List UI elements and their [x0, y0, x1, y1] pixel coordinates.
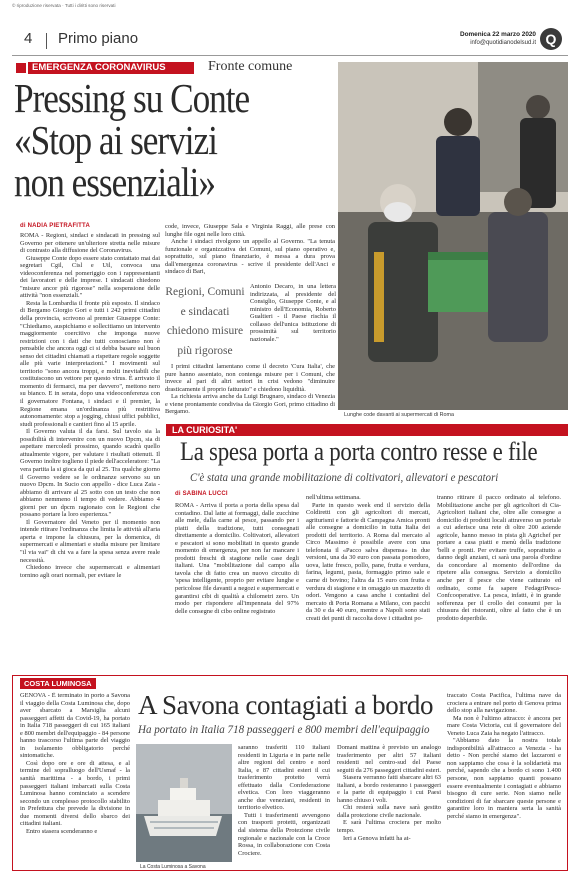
paragraph: E sarà l'ultima crociera per molto tempo. [337, 819, 441, 835]
a1-body-column-1 [20, 232, 160, 648]
a1-photo-caption: Lunghe code davanti ai supermercati di Roma [344, 412, 454, 418]
a3-photo [136, 744, 232, 862]
a2-byline: di SABINA LUCCI [175, 491, 228, 497]
a1-headline-line2: «Stop ai servizi [14, 117, 217, 163]
contact-email: info@quotidianodelsud.it [470, 40, 536, 46]
a1-kicker-sub: Fronte comune [208, 59, 293, 74]
paragraph: Così dopo ore e ore di attesa, e al termine del sopralluogo dell'Usmaf - la sanità marittima - a bordo, i primi passeggeri italiani imbarcati sulla Costa Luminosa hanno cominciato a scendere secondo un complesso protocollo stabilito in Prefettura che prevede la divisione in due momenti diversi dello sbarco dei cittadini italiani. [20, 759, 130, 828]
paragraph: Ieri a Genova infatti ha at- [343, 834, 411, 842]
paragraph: Chi resterà sulla nave sarà gestito dalla protezione civile nazionale. [337, 804, 441, 819]
paragraph: Resta la Lombardia il fronte più esposto. Il sindaco di Bergamo Giorgio Gori e tutti i 242 primi cittadini della provincia, scrivono al premier Giuseppe Conte: "Chiediamo, auspichiamo e sollecitiamo un intervento maggiormente coercitivo che imponga nuove restrizioni con i dati che tutti conosciamo non è pensabile che ancora oggi ci si debba basare sul buon senso dei cittadini chiamati a rispettare regole soggette alle più varie interpretazioni." I movimenti sul territorio "sono ancora troppi, e molti inevitabili che costituiscono un vettore per questo virus. È arrivato il momento di fermarci, ma per davvero", mettono nero su bianco. E in serata, dopo una videoconferenza con il governatore Fontana, i sindaci e il premier, la Regione emana un'ordinanza più restrittiva autonomamente: stop a jogging, chiusi uffici pubblici, studi professionali e cantieri fino al 15 aprile. [20, 299, 160, 428]
a1-body-column-2-top [165, 223, 335, 283]
paragraph: Chiedono invece che supermercati e alimentari tornino agli orari normali, per evitare le [20, 564, 160, 579]
newspaper-logo-icon [540, 28, 562, 50]
paragraph: Il Governatore del Veneto per il momento non intende ritirare l'ordinanza che limita le attività all'aria aperta e impone la chiusura, per la domenica, di supermercati e alimentari e studia misure per limitare "il via vai" di chi va a fare la spesa senza avere reale necessità. [20, 518, 160, 564]
paragraph: saranno trasferiti 110 italiani residenti in Liguria e in parte nelle altre regioni del centro e nord Italia, e 87 cittadini esteri il cui trasferimento protetto verrà effettuato dalla Confederazione elvetica. Con loro viaggeranno anche due veneziani, residenti in territorio elvetico. [238, 744, 330, 812]
a2-body-column-1 [175, 502, 299, 664]
issue-date: Domenica 22 marzo 2020 [459, 31, 536, 38]
a3-kicker: COSTA LUMINOSA [20, 678, 96, 689]
a1-kicker: EMERGENZA CORONAVIRUS [28, 62, 194, 74]
paragraph: Stasera verranno fatti sbarcare altri 63 italiani, a bordo resteranno i passeggeri e la parte di equipaggio i cui Paesi hanno chiuso i voli. [337, 774, 441, 804]
paragraph: ROMA - Arriva il porta a porta della spesa dal contadino. Dal latte ai formaggi, dalle zucchine alle mele, dalla carne al pesce, passando per i piatti della tradizione, tutti consegnati direttamente a domicilio. Coltivatori, allevatori e pescatori si sono mobilitati in questo grande momento di emergenza, per non far mancare i prodotti freschi di stagione nelle case degli italiani. Una "mobilitazione dal campo alla tavola che di fatto crea un nuovo circuito di 'spesa intelligente, proprio per evitare lunghe e pericolose file davanti a negozi e supermercati e garantirsi cibi di qualità a chilometri zero. Un modo per rispondere all'impennata del 97% delle consegne di cibo online registrato [175, 502, 299, 615]
paragraph: La richiesta arriva anche da Luigi Brugnaro, sindaco di Venezia e viene prontamente condivisa da Giorgio Gori, primo cittadino di Bergamo. [165, 393, 335, 416]
a1-body-column-2-tail [165, 363, 335, 418]
a1-byline: di NADIA PIETRAFITTA [20, 223, 90, 229]
a3-subtitle: Ha portato in Italia 718 passeggeri e 800 membri dell'equipaggio [138, 724, 430, 736]
paragraph: GENOVA - È terminato in porto a Savona il viaggio della Costa Luminosa che, dopo aver sbarcato a Marsiglia alcuni passeggeri affetti da Covid-19, ha portato in Italia 718 passeggeri di cui 165 italiani e 800 membri dell'equipaggio - 84 persone hanno trascorso l'ultima parte del viaggio in isolamento obbligatorio perché sintomatiche. [20, 692, 130, 760]
paragraph: ROMA - Regioni, sindaci e sindacati in pressing sul Governo per ottenere un'ulteriore stretta nelle misure di contrasto alla diffusione del Coronavirus. [20, 232, 160, 255]
paragraph: Giuseppe Conte dopo essere stato contattato mai dai segretari Cgil, Cisl e Uil, convoca una videoconferenza nel pomeriggio con i rappresentanti dei lavoratori e delle imprese. I sindacati chiedono "misure ancor più rigorose" nella sospensione delle attività "non essenziali." [20, 254, 160, 300]
page-number: 4 [24, 30, 33, 47]
section-title: Primo piano [58, 30, 139, 47]
a1-body-column-2-bottom [250, 283, 336, 363]
a2-body-column-3 [437, 494, 561, 664]
a1-pull-quote: Regioni, Comuni e sindacati chiedono misure più rigorose [165, 286, 245, 357]
paragraph: Il Governo valuta il da farsi. Sul tavolo sia la possibilità di intervenire con un nuovo Dpcm, sia di aspettare mercoledì prossimo, quando scadrà quello attualmente vigore, per valutare i risultati ottenuti. Il Governo inoltre toglieno il piede dell'acceleratore: "La vera partita la si gioca da qui al 25. Tra qualche giorno il Governo vedere se le ordinanze servono su un nuovo Dpcm. In Sucio con appello - dice Luca Zaia - abbiamo di arrivare al 25 sotto con un testo che non abbiamo nemmeno il tempo di vedere. Abbiamo 4 giorni per un dpcm ragionato con le Regioni che possano portare la loro esperienza." [20, 428, 160, 519]
paragraph: Antonio Decaro, in una lettera indirizzata, al presidente del Consiglio, Giuseppe Conte, e al ministro dell'Economia, Roberto Gualtieri - il Paese rischia il collasso dell'unica istituzione di prossimità sul territorio nazionale." [250, 283, 336, 343]
a3-photo-caption: La Costa Luminosa a Savona [140, 864, 206, 870]
a2-kicker: LA CURIOSITA' [166, 424, 568, 436]
paragraph: Ma non è l'ultimo attracco: è ancora per mare Costa Victoria, cui il governatore del Veneto Luca Zaia ha negato l'attracco. [447, 714, 561, 737]
header-divider [46, 33, 47, 49]
paragraph: Parte in questo week end il servizio della Coldiretti con gli agricoltori di mercati, agriturismi e fattorie di Campagna Amica pronti alle consegne a domicilio in tutta Italia dei prodotti del territorio. A Roma dal mercato al Circo Massimo è possibile avere con una telefonata il «Pacco salva dispensa» in due versioni, una da 30 euro con passata pomodoro, uova, latte fresco, pollo, pane, frutta e verdura, farina, legumi, pasta, formaggio primo sale e carne di bovino; l'altra da 15 euro con frutta e verdura di stagione e in omaggio un mazzetto di odori. Vengono a casa anche i contadini del mercato di Porta Romana a Milano, con pacchi da 30 e da 40 euro, mentre a Napoli sono stati creati dei punti di raccolta dove i cittadini po- [306, 501, 430, 622]
a1-kicker-square [16, 63, 26, 73]
paragraph: "Abbiamo dato la nostra totale indisponibilità all'attracco a Venezia - ha detto - Non perché siamo dei lazzaroni e non sappiamo che cosa è la solidarietà ma perché, sapendo che a bordo ci sono 1.400 persone, non sappiamo quanti possano essere eventualmente i contagiati e abbiamo bisogno di cure serie. Non siamo nelle condizioni di far sbarcare queste persone e garantire loro in maniera seria la sanità perché siamo in emergenza". [447, 737, 561, 820]
paragraph: tranno ritirare il pacco ordinato al telefono. Mobilitazione anche per gli agricoltori di Cia-Agricoltori italiani che, oltre alle consegne a domicilio di prodotti locali attraverso un portale a cui aderisce una rete di oltre 200 aziende agricole, hanno messo in pista gli Agrichef per portare a casa piatti e menù della tradizione 'belli e pronti. Per evitare truffe, soprattutto a danno degli anziani, ci sarà una parola d'ordine da concordare al momento dell'ordine da ripetere alla consegna. Servizio a domicilio anche per il pesce che viene catturato ed ordinato, come fa sapere FedagriPesca-Confcooperative. La pesca, infatti, è in grande sofferenza per il crollo dei consumi per la chiusura dei ristoranti, oltre al fatto che è un prodotto deperibile. [437, 494, 561, 622]
a3-body-column-2 [238, 744, 330, 868]
a3-body-column-1 [20, 692, 130, 868]
a3-body-column-4 [447, 692, 561, 868]
paragraph: Tutti i trasferimenti avvengono con trasporti protetti, organizzati dal sistema della Protezione civile regionale e nazionale con la Croce Rossa, in collaborazione con Costa Crociere. [238, 811, 330, 857]
paragraph: I primi cittadini lamentano come il decreto 'Cura Italia', che pure hanno assentato, non contenga misure per i Comuni, che invece al pari di altri settori in crisi vedono "diminuire drasticamente il proprio fatturato" e chiedono liquidità. [165, 363, 335, 393]
paragraph: Anche i sindaci rivolgono un appello al Governo. "La tenuta funzionale e organizzativa dei Comuni, sul piano operativo e, soprattutto, sul piano finanziario, è messa a dura prova dall'emergenza coronavirus - scrive il presidente dell'Anci e sindaco di Bari, [165, 238, 335, 276]
paragraph: code, invece, Giuseppe Sala e Virginia Raggi, alle prese con lunghe file ogni nelle loro città. [165, 223, 335, 238]
a2-body-column-2 [306, 494, 430, 664]
a1-headline [14, 77, 306, 203]
a3-photo-illustration [136, 744, 232, 862]
copyright-topline: © riproduzione riservata · Tutti i diritti sono riservati [12, 3, 116, 8]
a2-headline: La spesa porta a porta contro resse e file [180, 437, 538, 466]
a1-headline-line1: Pressing su Conte [14, 75, 250, 121]
paragraph: Domani mattina è previsto un analogo trasferimento per altri 57 italiani residenti nel centro-sud del Paese seguiti da 276 passeggeri cittadini esteri. [337, 744, 441, 774]
paragraph: traccato Costa Pacifica, l'ultima nave da crociera a entrare nel porto di Genova prima dello stop alla navigazione. [447, 692, 561, 715]
a1-headline-line3: non essenziali» [14, 159, 215, 205]
a1-photo [338, 62, 568, 410]
a2-subtitle: C'è stata una grande mobilitazione di coltivatori, allevatori e pescatori [190, 470, 499, 484]
a1-photo-illustration [338, 62, 568, 410]
header-rule [12, 55, 568, 56]
a3-body-column-3 [337, 744, 441, 868]
paragraph: Entro stasera scenderanno e [26, 827, 98, 835]
logo-letter: Q [545, 31, 557, 47]
paragraph: nell'ultima settimana. [306, 494, 361, 501]
a3-headline: A Savona contagiati a bordo [138, 690, 434, 720]
